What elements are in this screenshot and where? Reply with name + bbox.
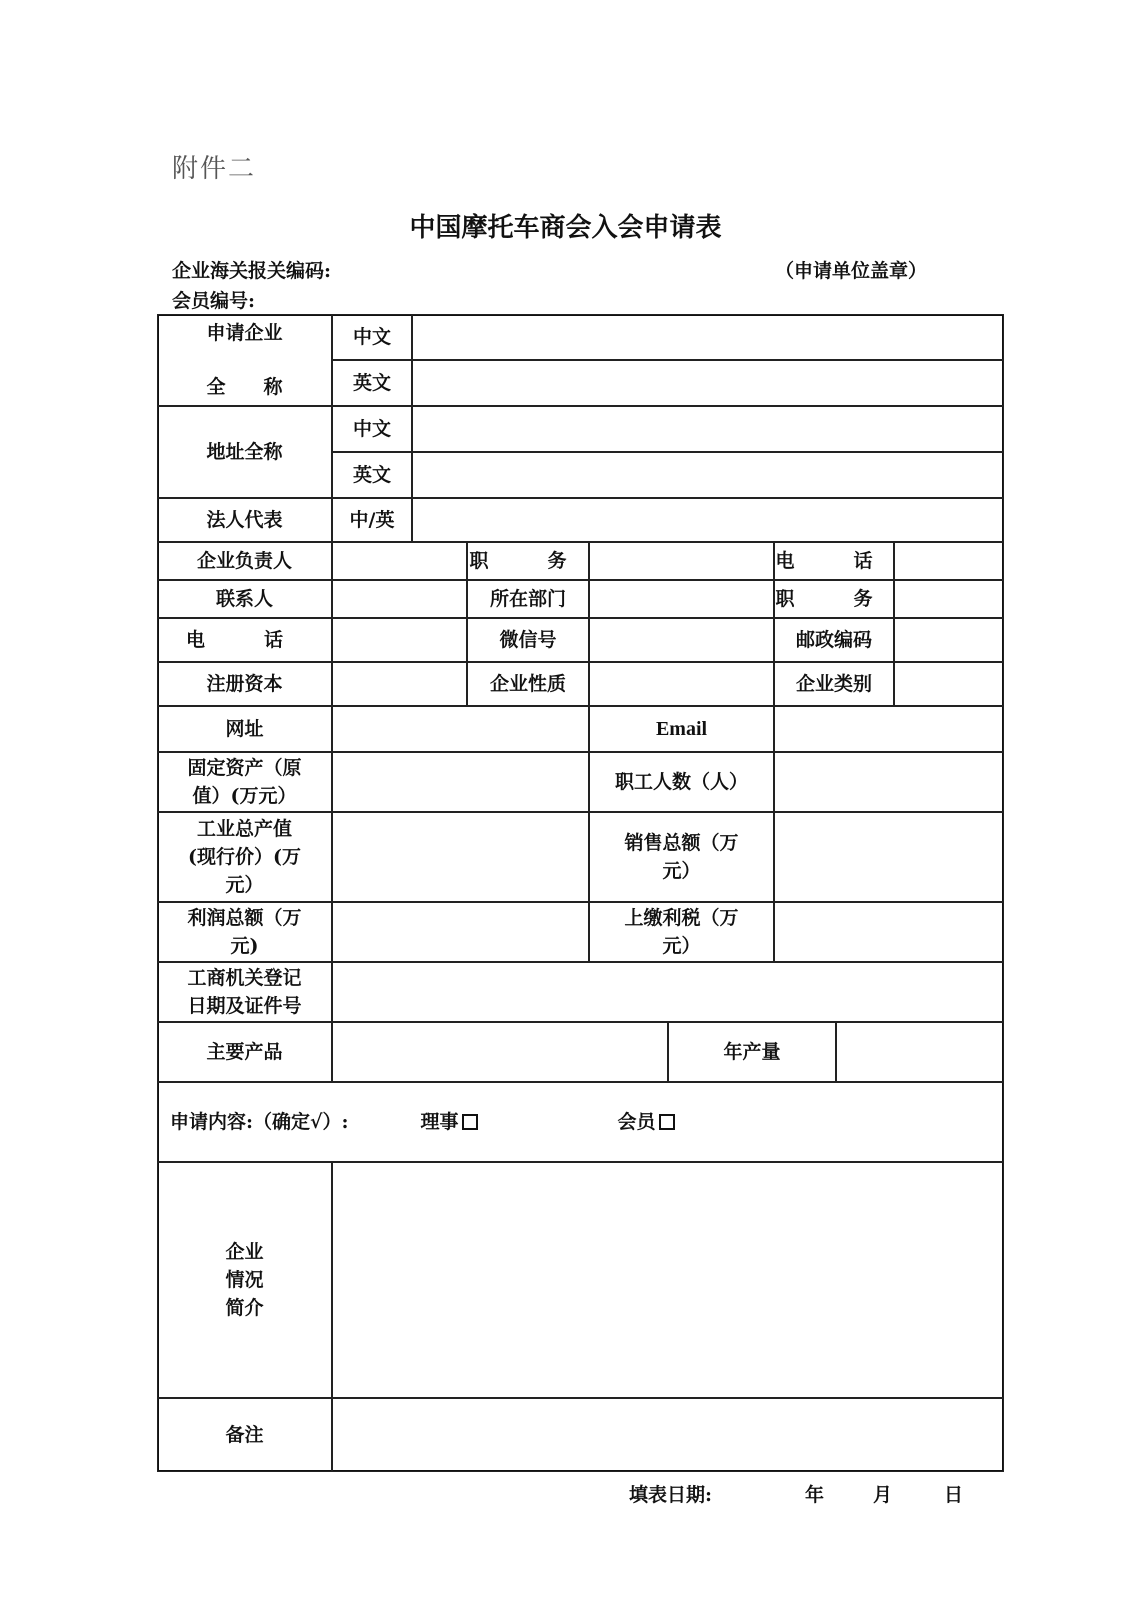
sales-field[interactable] [774, 812, 1004, 902]
contact-field[interactable] [332, 580, 467, 618]
registration-field[interactable] [332, 962, 1004, 1022]
output-label [157, 812, 332, 902]
address-label: 地址全称 [157, 406, 332, 498]
contact-label: 联系人 [157, 580, 332, 618]
sales-label-line2: 元） [662, 860, 701, 882]
category-field[interactable] [894, 662, 1004, 706]
reg-capital-field[interactable] [332, 662, 467, 706]
tax-label-line2: 元） [662, 935, 701, 957]
apply-content-row [157, 1082, 1004, 1162]
customs-code-label: 企业海关报关编码: [172, 260, 332, 282]
seal-label: （申请单位盖章） [775, 260, 928, 282]
profit-label-line2: 元) [230, 935, 259, 957]
member-checkbox[interactable] [659, 1114, 675, 1130]
profit-label-line1: 利润总额（万 [187, 907, 302, 929]
address-en-field[interactable] [412, 452, 1004, 498]
contact-phone-field[interactable] [332, 618, 467, 662]
head-field[interactable] [332, 542, 467, 580]
fixed-assets-label [157, 752, 332, 812]
annual-output-label: 年产量 [668, 1022, 836, 1082]
legal-rep-lang-label: 中/英 [332, 498, 412, 542]
member-no-label: 会员编号: [172, 290, 256, 312]
tax-field[interactable] [774, 902, 1004, 962]
fixed-assets-label-line2: 值）(万元） [192, 785, 297, 807]
month-label: 月 [873, 1484, 893, 1506]
registration-label-line2: 日期及证件号 [187, 995, 302, 1017]
sales-label-line1: 销售总额（万 [624, 832, 739, 854]
registration-label [157, 962, 332, 1022]
day-label: 日 [944, 1484, 964, 1506]
output-label-line3: 元） [225, 874, 264, 896]
position-field[interactable] [589, 542, 774, 580]
full-name-zh-field[interactable] [412, 314, 1004, 360]
tax-label-line1: 上缴利税（万 [624, 907, 739, 929]
address-zh-field[interactable] [412, 406, 1004, 452]
sales-label [589, 812, 774, 902]
category-label: 企业类别 [774, 662, 894, 706]
profit-label [157, 902, 332, 962]
position-label: 职 务 [467, 542, 589, 580]
annual-output-field[interactable] [836, 1022, 1004, 1082]
option-member-label: 会员 [617, 1111, 656, 1133]
profile-field[interactable] [332, 1162, 1004, 1398]
contact-position-label: 职 务 [774, 580, 894, 618]
profile-label [157, 1162, 332, 1398]
website-label: 网址 [157, 706, 332, 752]
contact-phone-label: 电 话 [157, 618, 332, 662]
nature-label: 企业性质 [467, 662, 589, 706]
attachment-label: 附件二 [172, 154, 257, 184]
phone-label: 电 话 [774, 542, 894, 580]
address-en-label: 英文 [332, 452, 412, 498]
employees-field[interactable] [774, 752, 1004, 812]
form-title: 中国摩托车商会入会申请表 [409, 213, 722, 243]
output-field[interactable] [332, 812, 589, 902]
fixed-assets-label-line1: 固定资产（原 [187, 757, 302, 779]
website-field[interactable] [332, 706, 589, 752]
profit-field[interactable] [332, 902, 589, 962]
profile-label-line1: 企业 [225, 1241, 264, 1263]
address-zh-label: 中文 [332, 406, 412, 452]
reg-capital-label: 注册资本 [157, 662, 332, 706]
registration-label-line1: 工商机关登记 [187, 967, 302, 989]
products-label: 主要产品 [157, 1022, 332, 1082]
full-name-label-line2: 全 称 [206, 376, 283, 398]
full-name-label-line1: 申请企业 [206, 322, 283, 344]
department-field[interactable] [589, 580, 774, 618]
tax-label [589, 902, 774, 962]
profile-label-line3: 简介 [225, 1297, 264, 1319]
email-label: Email [589, 706, 774, 752]
apply-content-label: 申请内容:（确定√）: [170, 1111, 349, 1133]
products-field[interactable] [332, 1022, 668, 1082]
output-label-line2: (现行价）(万 [188, 846, 301, 868]
phone-field[interactable] [894, 542, 1004, 580]
remarks-field[interactable] [332, 1398, 1004, 1472]
full-name-zh-label: 中文 [332, 314, 412, 360]
full-name-en-field[interactable] [412, 360, 1004, 406]
output-label-line1: 工业总产值 [196, 818, 292, 840]
fixed-assets-field[interactable] [332, 752, 589, 812]
option-director-label: 理事 [420, 1111, 459, 1133]
employees-label: 职工人数（人） [589, 752, 774, 812]
contact-position-field[interactable] [894, 580, 1004, 618]
postcode-field[interactable] [894, 618, 1004, 662]
email-field[interactable] [774, 706, 1004, 752]
year-label: 年 [805, 1484, 825, 1506]
full-name-en-label: 英文 [332, 360, 412, 406]
legal-rep-field[interactable] [412, 498, 1004, 542]
wechat-field[interactable] [589, 618, 774, 662]
postcode-label: 邮政编码 [774, 618, 894, 662]
full-name-label-cell [157, 314, 332, 406]
remarks-label: 备注 [157, 1398, 332, 1472]
legal-rep-label: 法人代表 [157, 498, 332, 542]
director-checkbox[interactable] [462, 1114, 478, 1130]
profile-label-line2: 情况 [225, 1269, 264, 1291]
wechat-label: 微信号 [467, 618, 589, 662]
department-label: 所在部门 [467, 580, 589, 618]
fill-date-label: 填表日期: [629, 1484, 713, 1506]
nature-field[interactable] [589, 662, 774, 706]
head-label: 企业负责人 [157, 542, 332, 580]
